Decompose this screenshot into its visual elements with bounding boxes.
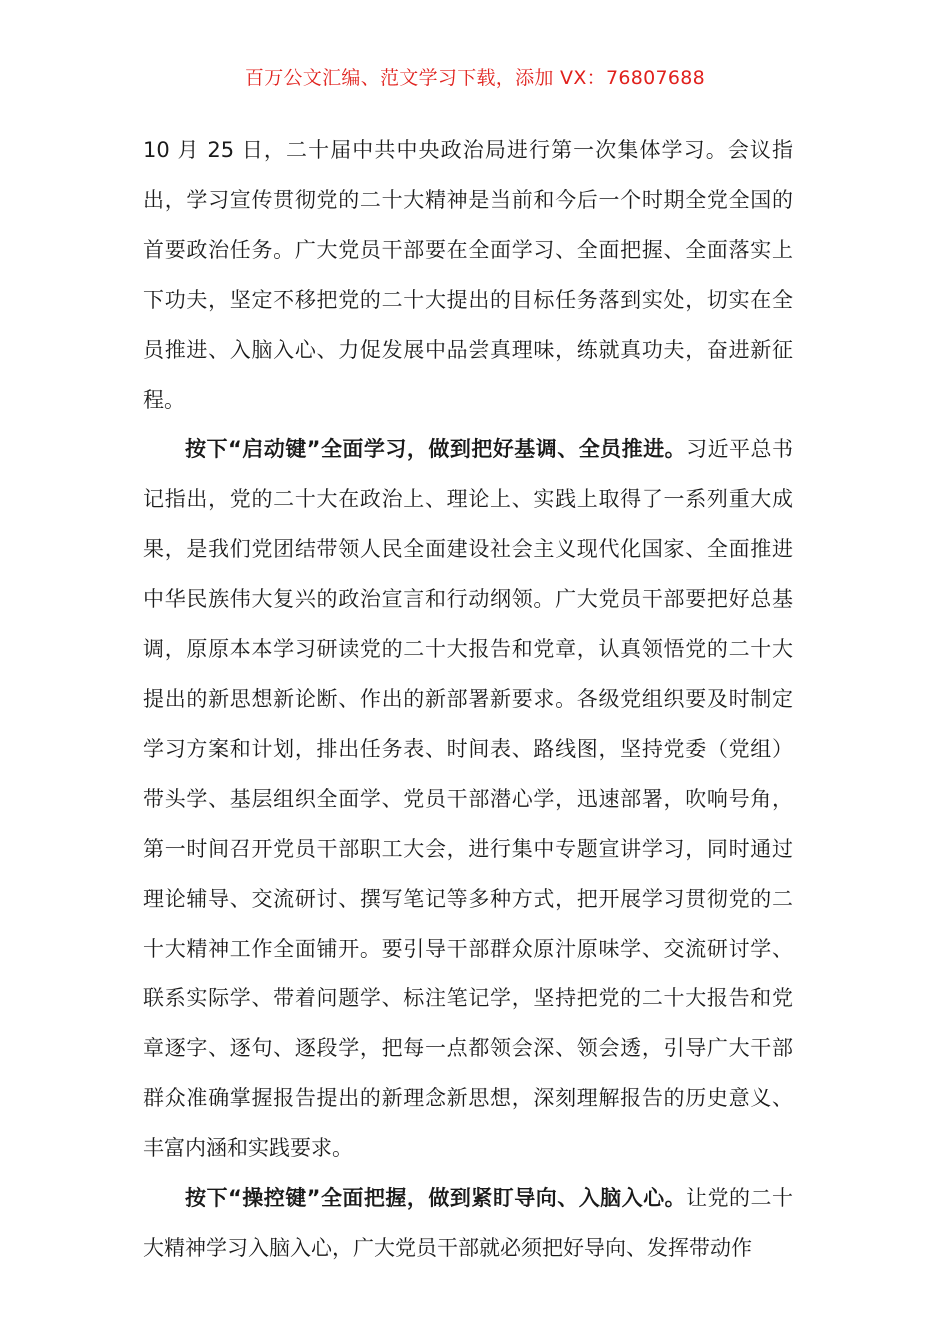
paragraph-section-2 <box>143 1174 793 1274</box>
page-header-banner: 百万公文汇编、范文学习下载，添加 VX：76807688 <box>244 67 706 89</box>
paragraph-intro <box>143 126 793 425</box>
paragraph-intro-text: 10 月 25 日，二十届中共中央政治局进行第一次集体学习。会议指出，学习宣传贯彻党的二十大精神是当前和今后一个时期全党全国的首要政治任务。广大党员干部要在全面学习、全面把握、全面落实上下功夫，坚定不移把党的二十大提出的目标任务落到实处，切实在全员推进、入脑入心、力促发展中品尝真理味，练就真功夫，奋进新征程。 <box>143 138 793 412</box>
section-1-text: 习近平总书记指出，党的二十大在政治上、理论上、实践上取得了一系列重大成果，是我们党团结带领人民全面建设社会主义现代化国家、全面推进中华民族伟大复兴的政治宣言和行动纲领。广大党员干部要把好总基调，原原本本学习研读党的二十大报告和党章，认真领悟党的二十大提出的新思想新论断、作出的新部署新要求。各级党组织要及时制定学习方案和计划，排出任务表、时间表、路线图，坚持党委（党组）带头学、基层组织全面学、党员干部潜心学，迅速部署，吹响号角，第一时间召开党员干部职工大会，进行集中专题宣讲学习，同时通过理论辅导、交流研讨、撰写笔记等多种方式，把开展学习贯彻党的二十大精神工作全面铺开。要引导干部群众原汁原味学、交流研讨学、联系实际学、带着问题学、标注笔记学，坚持把党的二十大报告和党章逐字、逐句、逐段学，把每一点都领会深、领会透，引导广大干部群众准确掌握报告提出的新理念新思想，深刻理解报告的历史意义、丰富内涵和实践要求。 <box>143 437 794 1161</box>
paragraph-section-1 <box>143 425 793 1174</box>
section-2-text: 让党的二十大精神学习入脑入心，广大党员干部就必须把好导向、发挥带动作 <box>143 1186 794 1260</box>
document-body <box>143 126 793 1274</box>
section-1-heading: 按下“启动键”全面学习，做到把好基调、全员推进。 <box>185 437 687 462</box>
section-2-heading: 按下“操控键”全面把握，做到紧盯导向、入脑入心。 <box>185 1186 687 1211</box>
